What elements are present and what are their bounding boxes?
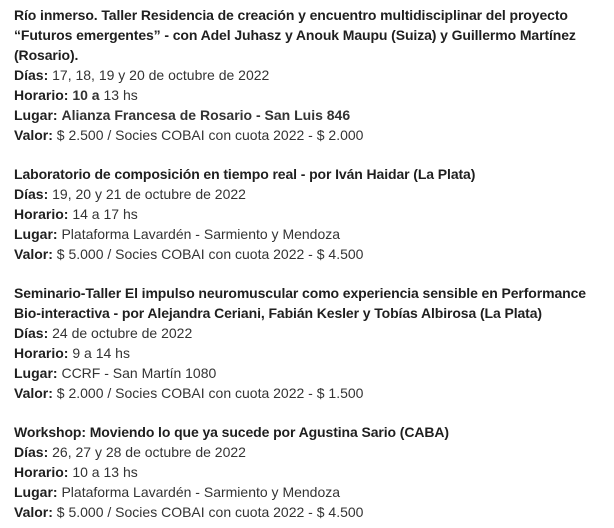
event-days: [14, 184, 606, 204]
days-label: Días:: [14, 325, 49, 341]
event-days: [14, 65, 606, 85]
event-title: [14, 5, 606, 65]
place-label: Lugar:: [14, 484, 58, 500]
price-value: $ 5.000 / Socies COBAI con cuota 2022 - $ 4.500: [56, 504, 364, 520]
price-value: $ 2.500 / Socies COBAI con cuota 2022 - $ 2.000: [56, 127, 364, 143]
event-item: [14, 283, 606, 403]
event-item: [14, 164, 606, 264]
event-title-line: Workshop: Moviendo lo que ya sucede por Agustina Sario (CABA): [14, 424, 449, 440]
event-place: [14, 105, 606, 125]
event-title-line: “Futuros emergentes” - con Adel Juhasz y Anouk Maupu (Suiza) y Guillermo Martínez: [14, 27, 576, 43]
days-value: 19, 20 y 21 de octubre de 2022: [52, 186, 246, 202]
event-schedule: [14, 85, 606, 105]
schedule-value: 14 a 17 hs: [72, 206, 138, 222]
event-title-line: Laboratorio de composición en tiempo real - por Iván Haidar (La Plata): [14, 166, 476, 182]
price-label: Valor:: [14, 385, 53, 401]
event-list: [14, 5, 606, 522]
place-value: Alianza Francesa de Rosario - San Luis 846: [61, 107, 351, 123]
event-price: [14, 383, 606, 403]
schedule-value: 10 a 13 hs: [72, 464, 138, 480]
event-price: [14, 502, 606, 522]
price-value: $ 2.000 / Socies COBAI con cuota 2022 - $ 1.500: [56, 385, 364, 401]
event-title: [14, 164, 606, 184]
schedule-value: 9 a 14 hs: [72, 345, 130, 361]
price-label: Valor:: [14, 127, 53, 143]
price-label: Valor:: [14, 246, 53, 262]
days-value: 24 de octubre de 2022: [52, 325, 193, 341]
schedule-value: 13 hs: [103, 87, 138, 103]
event-price: [14, 125, 606, 145]
schedule-value-bold: 10 a: [72, 87, 104, 103]
event-schedule: [14, 343, 606, 363]
place-label: Lugar:: [14, 365, 58, 381]
event-schedule: [14, 204, 606, 224]
event-title-line: Seminario-Taller El impulso neuromuscular como experiencia sensible en Performance: [14, 285, 586, 301]
days-label: Días:: [14, 186, 49, 202]
schedule-label: Horario:: [14, 87, 69, 103]
schedule-label: Horario:: [14, 464, 69, 480]
schedule-label: Horario:: [14, 345, 69, 361]
event-price: [14, 244, 606, 264]
event-days: [14, 323, 606, 343]
event-title: [14, 283, 606, 323]
place-value: CCRF - San Martín 1080: [61, 365, 217, 381]
days-label: Días:: [14, 444, 49, 460]
event-schedule: [14, 462, 606, 482]
days-value: 26, 27 y 28 de octubre de 2022: [52, 444, 246, 460]
days-value: 17, 18, 19 y 20 de octubre de 2022: [52, 67, 270, 83]
price-value: $ 5.000 / Socies COBAI con cuota 2022 - $ 4.500: [56, 246, 364, 262]
event-title-line: Río inmerso. Taller Residencia de creación y encuentro multidisciplinar del proyecto: [14, 7, 568, 23]
event-title-line: Bio-interactiva - por Alejandra Ceriani, Fabián Kesler y Tobías Albirosa (La Plata): [14, 305, 542, 321]
event-title: [14, 422, 606, 442]
event-title-line: (Rosario).: [14, 47, 79, 63]
place-label: Lugar:: [14, 226, 58, 242]
price-label: Valor:: [14, 504, 53, 520]
place-value: Plataforma Lavardén - Sarmiento y Mendoza: [61, 484, 341, 500]
event-item: [14, 5, 606, 145]
schedule-label: Horario:: [14, 206, 69, 222]
event-item: [14, 422, 606, 522]
event-place: [14, 363, 606, 383]
event-place: [14, 224, 606, 244]
event-days: [14, 442, 606, 462]
place-label: Lugar:: [14, 107, 58, 123]
place-value: Plataforma Lavardén - Sarmiento y Mendoza: [61, 226, 341, 242]
days-label: Días:: [14, 67, 49, 83]
event-place: [14, 482, 606, 502]
